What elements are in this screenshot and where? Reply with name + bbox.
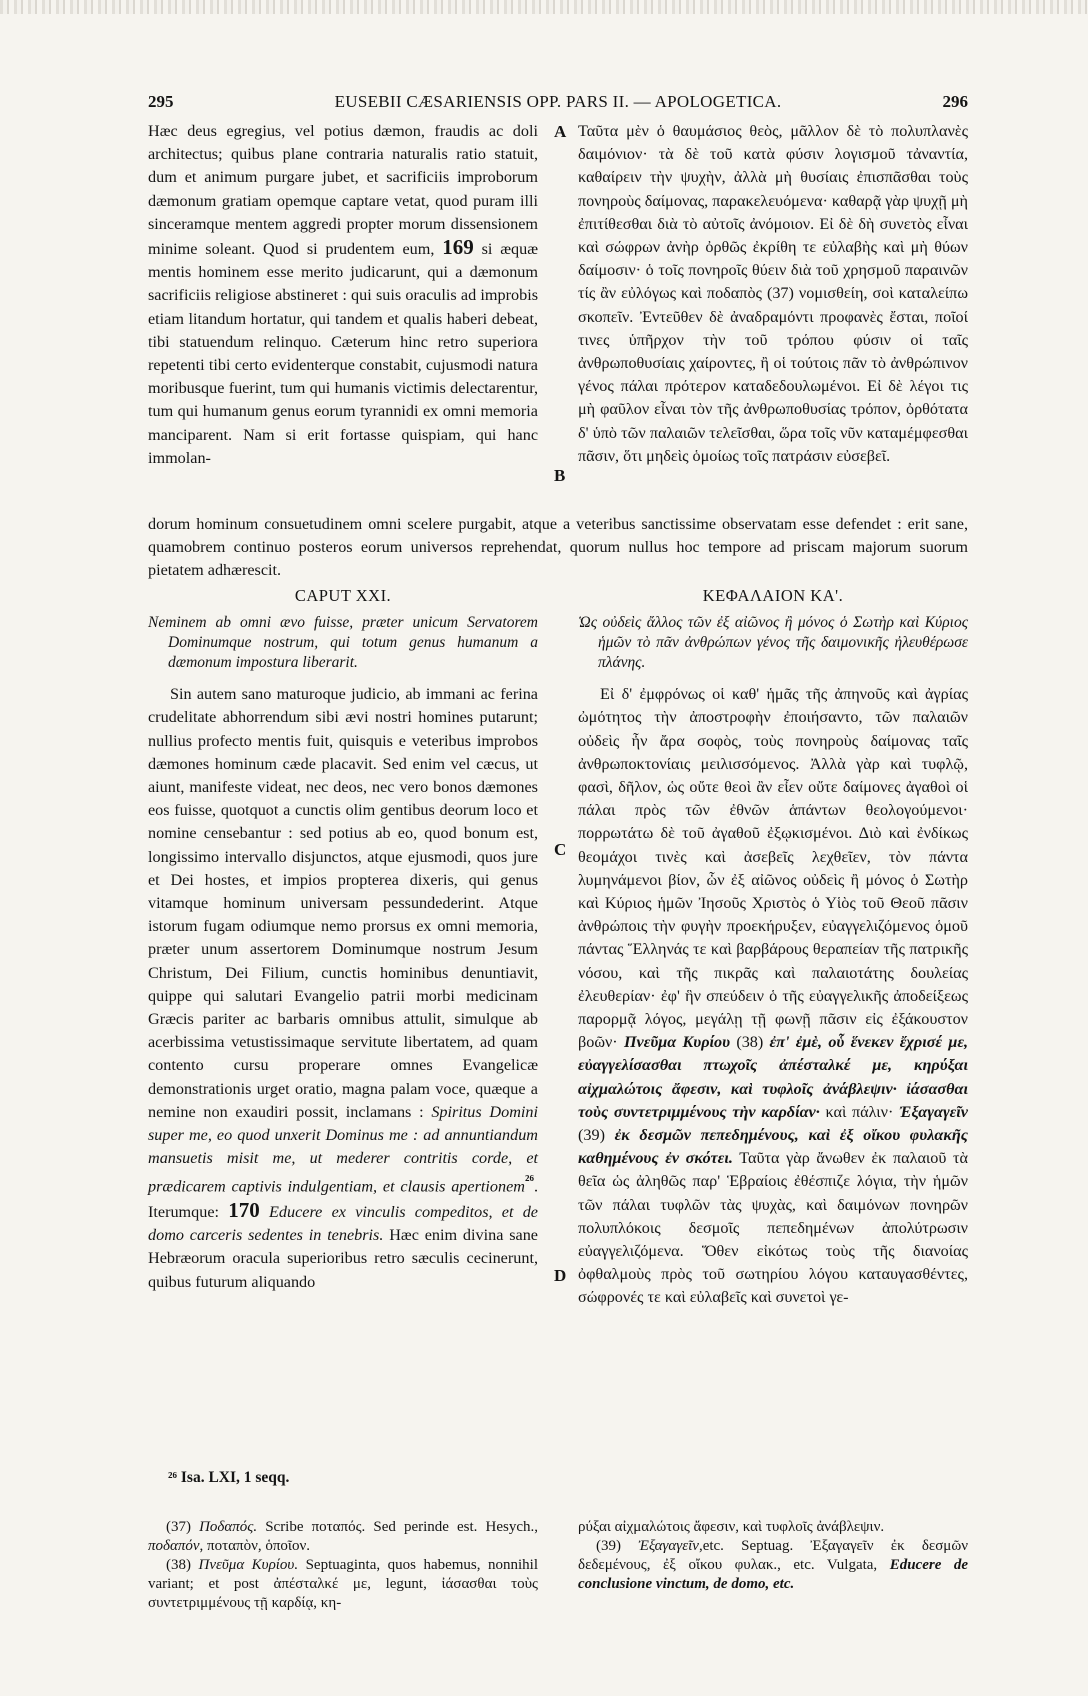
running-title: EUSEBII CÆSARIENSIS OPP. PARS II. — APOLOGETICA. (334, 92, 782, 111)
note-37 (148, 1518, 538, 1556)
greek-quote-1b: ἐπ' ἐμὲ, οὗ ἕνεκεν ἔχρισέ με, εὐαγγελίσασθαι πτωχοῖς ἀπέσταλκέ με, κηρύξαι αἰχμαλώτοις ἄφεσιν, καὶ τυφλοῖς ἀνάβλεψιν· ἰάσασθαι τοὺς συντετριμμένους τὴν καρδίαν· (578, 1033, 969, 1121)
note-38-number: (38) (166, 1557, 191, 1573)
scripture-footnote-mark: ²⁶ (168, 1470, 177, 1486)
note-37-word: Ποδαπός. (199, 1519, 258, 1535)
notes-left (148, 1518, 538, 1613)
notes-right (578, 1518, 968, 1594)
chapter-summary-greek: Ὡς οὐδεὶς ἄλλος τῶν ἐξ αἰῶνος ἢ μόνος ὁ Σωτὴρ καὶ Κύριος ἡμῶν τὸ πᾶν ἀνθρώπων γένος τῆς δαιμονικῆς ἠλευθέρωσε πλάνης. (578, 614, 968, 672)
greek-body-1: Εἰ δ' ἐμφρόνως οἱ καθ' ἡμᾶς τῆς ἀπηνοῦς καὶ ἀγρίας ὠμότητος τὴν ἀποστροφὴν ἐποιήσαντο, τῶν παλαιῶν οὐδεὶς ἦν ἄρα σοφὸς, τοὺς πονηροὺς δαίμονας ταῖς ἀνθρωποκτονίαις μειλισσόμενος. Ἀλλὰ γὰρ καὶ τυφλῷ, φασὶ, δῆλον, ὡς οὔτε θεοὶ ἂν εἶεν οὔτε δαίμονες ἀγαθοὶ οἱ πάλαι πρὸς τῶν ἐθνῶν ἁπάντων θεολογούμενοι· πορρωτάτω δὲ τοῦ ἀγαθοῦ ἐξῳκισμένοι. Διὸ καὶ ἐνδίκως θεομάχοι τινὲς καὶ ἀσεβεῖς λεχθεῖεν, τὸν πάντα λυμηνάμενοι βίον, ὧν ἐξ αἰῶνος οὐδεὶς ἢ μόνος ὁ Σωτὴρ καὶ Κύριος ἡμῶν Ἰησοῦς Χριστὸς ὁ Υἱὸς τοῦ Θεοῦ πᾶσιν ἀνθρώποις τὴν φυγὴν προεκήρυξεν, εὐαγγελιζόμενος ὁμοῦ πάντας Ἕλληνάς τε καὶ βαρβάρους θεραπείαν τῆς πατρικῆς νόσου, καὶ τῆς πικρᾶς καὶ παλαιοτάτης δουλείας ἐλευθερίαν· ἐφ' ἣν σπεύδειν ὁ τῆς εὐαγγελικῆς ἀποδείξεως παρορμᾷ λόγος, μεγάλῃ τῇ φωνῇ πᾶσιν εἰς ἐξάκουστον βοῶν· (578, 685, 968, 1052)
margin-number-170: 170 (228, 1198, 260, 1223)
note-39 (578, 1537, 968, 1594)
marker-d: D (554, 1266, 567, 1285)
footnote-ref-26: ²⁶ (524, 1173, 534, 1190)
latin-body-1: Sin autem sano maturoque judicio, ab immani ac ferina crudelitate abhorrendum sibi ævi nostri homines putarunt; nullius profecto mentis fuit, quisquis e veteribus improbos dæmones hominum cæde placavit. Sed enim vel cæcus, ut aiunt, manifeste videat, nec deos, nec vero bonos dæmones eos fuisse, quotquot a cunctis olim gentibus deorum loco et nomine censebantur : sed potius ab eo, quod bonum est, longissimo intervallo disjunctos, atque ejusmodi, quos jure et Dei hostes, et impios propterea dixeris, qui genus vitamque hominum universam pessundederint. Atque istorum fugam odiumque nemo prorsus ex omni memoria, præter unum assertorem Dominumque nostrum Jesum Christum, Dei Filium, cunctis hominibus denuntiavit, quippe qui salutari Evangelio patrii morbi medicinam Græcis pariter ac barbaris omnibus attulit, simulque ab acerbissima vetustissimaque servitute libertatem, ad quam contento cursu properare omnes Evangelicæ demonstrationis urget oratio, magna palam voce, quæque a nemine non exaudiri possit, inclamans : (148, 685, 538, 1121)
greek-quote-1: Πνεῦμα Κυρίου (623, 1033, 731, 1052)
page (148, 88, 969, 1611)
note-37-tail: , ποταπὸν, ὁποῖον. (199, 1538, 311, 1554)
note-39-number: (39) (596, 1538, 621, 1554)
greek-body-2: Ταῦτα γὰρ ἄνωθεν ἐκ παλαιοῦ τὰ θεῖα ὡς ἀληθῶς παρ' Ἑβραίοις ἐθέσπιζε λόγια, τὴν ἡμῶν τῶν πάλαι τυφλῶν τὰς ψυχὰς, καὶ δαιμόνων πονηρῶν πολυπλόκοις δεσμοῖς πεπεδημένων ἀπολύτρωσιν εὐαγγελιζόμενα. Ὅθεν εἰκότως τοὺς τῆς διανοίας ὀφθαλμοὺς πρὸς τοῦ σωτηρίου λόγου καταυγασθέντες, σώφρονές τε καὶ εὐλαβεῖς καὶ συνετοὶ γε- (578, 1149, 969, 1307)
latin-text-2: si æquæ mentis hominem esse merito judicarunt, qui a dæmonum sacrificiis religiose abstineret : qui suis oraculis ad improbis etiam litandum hortatur, qui tandem et qualis haberi debeat, tibi statuendum relinquo. Cæterum hinc retro superiora repetenti tibi certo evidenterque constabit, cujusmodi natura moribusque fuerint, tum qui humanis victimis delectarentur, tum qui humanum genus eorum tyrannidi ex omni memoria manciparent. Nam si erit fortasse quispiam, qui hanc immolan- (148, 240, 539, 467)
note-37-number: (37) (166, 1519, 191, 1535)
marker-b: B (554, 466, 566, 485)
chapter-summary-latin: Neminem ab omni ævo fuisse, præter unicum Servatorem Dominumque nostrum, qui totum genus humanum a dæmonum impostura liberarit. (148, 614, 538, 672)
note-38-continued: ρύξαι αἰχμαλώτοις ἄφεσιν, καὶ τυφλοῖς ἀνάβλεψιν. (578, 1519, 885, 1535)
marker-a: A (554, 122, 567, 141)
running-header (148, 88, 968, 114)
greek-chapter (578, 584, 968, 1310)
greek-text-top: Ταῦτα μὲν ὁ θαυμάσιος θεὸς, μᾶλλον δὲ τὸ πολυπλανὲς δαιμόνιον· τὰ δὲ τοῦ κατὰ φύσιν λογισμοῦ τἀναντία, καθαίρειν τὴν ψυχὴν, ἀλλὰ μὴ θυσίαις ἐπισπᾶσθαι τοὺς πονηροὺς δαίμονας, παρακελευόμενα· καθαρᾷ γὰρ ψυχῇ μὴ ἐπιτίθεσθαι διὰ τὸ αὐτοῖς ἀνόμοιον. Εἰ δὲ δὴ συνετὸς εἶναι καὶ σώφρων ἀνὴρ ὀρθῶς ἐκρίθη τε εὐλαβὴς καὶ μὴ θύων δαίμοσιν· ὁ τοῖς πονηροῖς θύειν διὰ τοῦ χρησμοῦ παραινῶν τίς ἂν εὐλόγως καὶ ποδαπὸς (37) νομισθείη, σοὶ καταλείπω σκοπεῖν. Ἐντεῦθεν δὲ ἀναδραμόντι προφανὲς ἔσται, ποῖοί τινες ὑπῆρχον τὴν τοῦ τρόπου φύσιν οἱ ταῖς ἀνθρωποθυσίαις χαίροντες, ἢ οἱ τούτοις πᾶν τὸ ἀνθρώπινον γένος πάλαι πρότερον καταδεδουλωμένοι. Εἰ δὲ λέγοι τις μὴ φαῦλον εἶναι τὸν τῆς ἀνθρωποθυσίας τρόπον, ὀρθότατα δ' ὑπὸ τῶν παλαιῶν τελεῖσθαι, ὥρα τοῖς νῦν καταμέμφεσθαι πᾶσιν, ὅτι μηδεὶς ὁμοίως τοῖς πατράσιν εὐσεβεῖ. (578, 122, 968, 465)
latin-column-top (148, 120, 538, 470)
greek-quote-2b: ἐκ δεσμῶν πεπεδημένους, καὶ ἐξ οἴκου φυλακῆς καθημένους ἐν σκότει. (578, 1126, 969, 1168)
note-38-text: Septuaginta, quos habemus, nonnihil variant; et post ἀπέσταλκέ με, legunt, ἰάσασθαι τοὺς συντετριμμένους τῇ καρδίᾳ, κη- (148, 1557, 539, 1611)
note-37-word2: ποδαπόν (148, 1538, 200, 1554)
note-39-text: ,etc. Septuag. Ἐξαγαγεῖν ἐκ δεσμῶν δεδεμένους, ἐξ οἴκου φυλακ., etc. Vulgata, (578, 1538, 968, 1573)
scripture-footnote (168, 1468, 538, 1488)
full-width-text: dorum hominum consuetudinem omni scelere purgabit, atque a veteribus sanctissime observatam esse defendet : erit sane, quamobrem continuo posteros eorum universos reprehendat, quorum nullus hoc tempore ad priscam majorum suorum pietatem adhærescit. (148, 515, 968, 580)
note-ref-39: (39) (578, 1126, 615, 1145)
note-38-word: Πνεῦμα Κυρίου. (198, 1557, 299, 1573)
note-38 (148, 1556, 538, 1613)
page-number-left: 295 (148, 92, 174, 111)
marker-c: C (554, 840, 567, 859)
note-37-text: Scribe ποταπός. Sed perinde est. Hesych., (257, 1519, 538, 1535)
note-39-vulgate: Educere de conclusione vinctum, de domo, etc. (578, 1557, 968, 1592)
latin-body-2: Hæc enim divina sane Hebræorum oracula superioribus retro sæculis cecinerunt, quibus futurum aliquando (148, 1226, 538, 1291)
chapter-heading-latin: CAPUT XXI. (294, 586, 392, 605)
latin-after-footnote: . Iterumque: (148, 1177, 538, 1222)
chapter-heading-greek: ΚΕΦΑΛΑΙΟΝ ΚΑ'. (702, 586, 844, 605)
scripture-footnote-text: Isa. LXI, 1 seqq. (180, 1469, 290, 1486)
scan-edge (0, 0, 1088, 14)
margin-number-169: 169 (442, 235, 474, 260)
latin-chapter (148, 584, 538, 1294)
greek-mid: καὶ πάλιν· (819, 1102, 900, 1121)
latin-quote-2: Educere ex vinculis compeditos, et de domo carceris sedentes in tenebris. (148, 1203, 538, 1245)
greek-column-top (578, 120, 968, 468)
note-ref-38: (38) (730, 1033, 770, 1052)
latin-quote-1: Spiritus Domini super me, eo quod unxerit Dominus me : ad annuntiandum mansuetis misit me, ut mederer contritis corde, et prædicarem captivis indulgentiam, et clausis apertionem (148, 1102, 538, 1196)
note-39-word: Ἐξαγαγεῖν (638, 1538, 699, 1554)
latin-text-1: Hæc deus egregius, vel potius dæmon, fraudis ac doli architectus; quibus plane contraria naturalis ratio statuit, dum et animum purgare jubet, et sacrificiis improborum dæmonum gratiam opemque captare vetat, quod puram illi sinceramque mentem aggredi propter morum dissensionem minime soleant. Quod si prudentem eum, (148, 122, 538, 259)
page-number-right: 296 (942, 92, 968, 111)
greek-quote-2a: Ἐξαγαγεῖν (899, 1102, 968, 1121)
